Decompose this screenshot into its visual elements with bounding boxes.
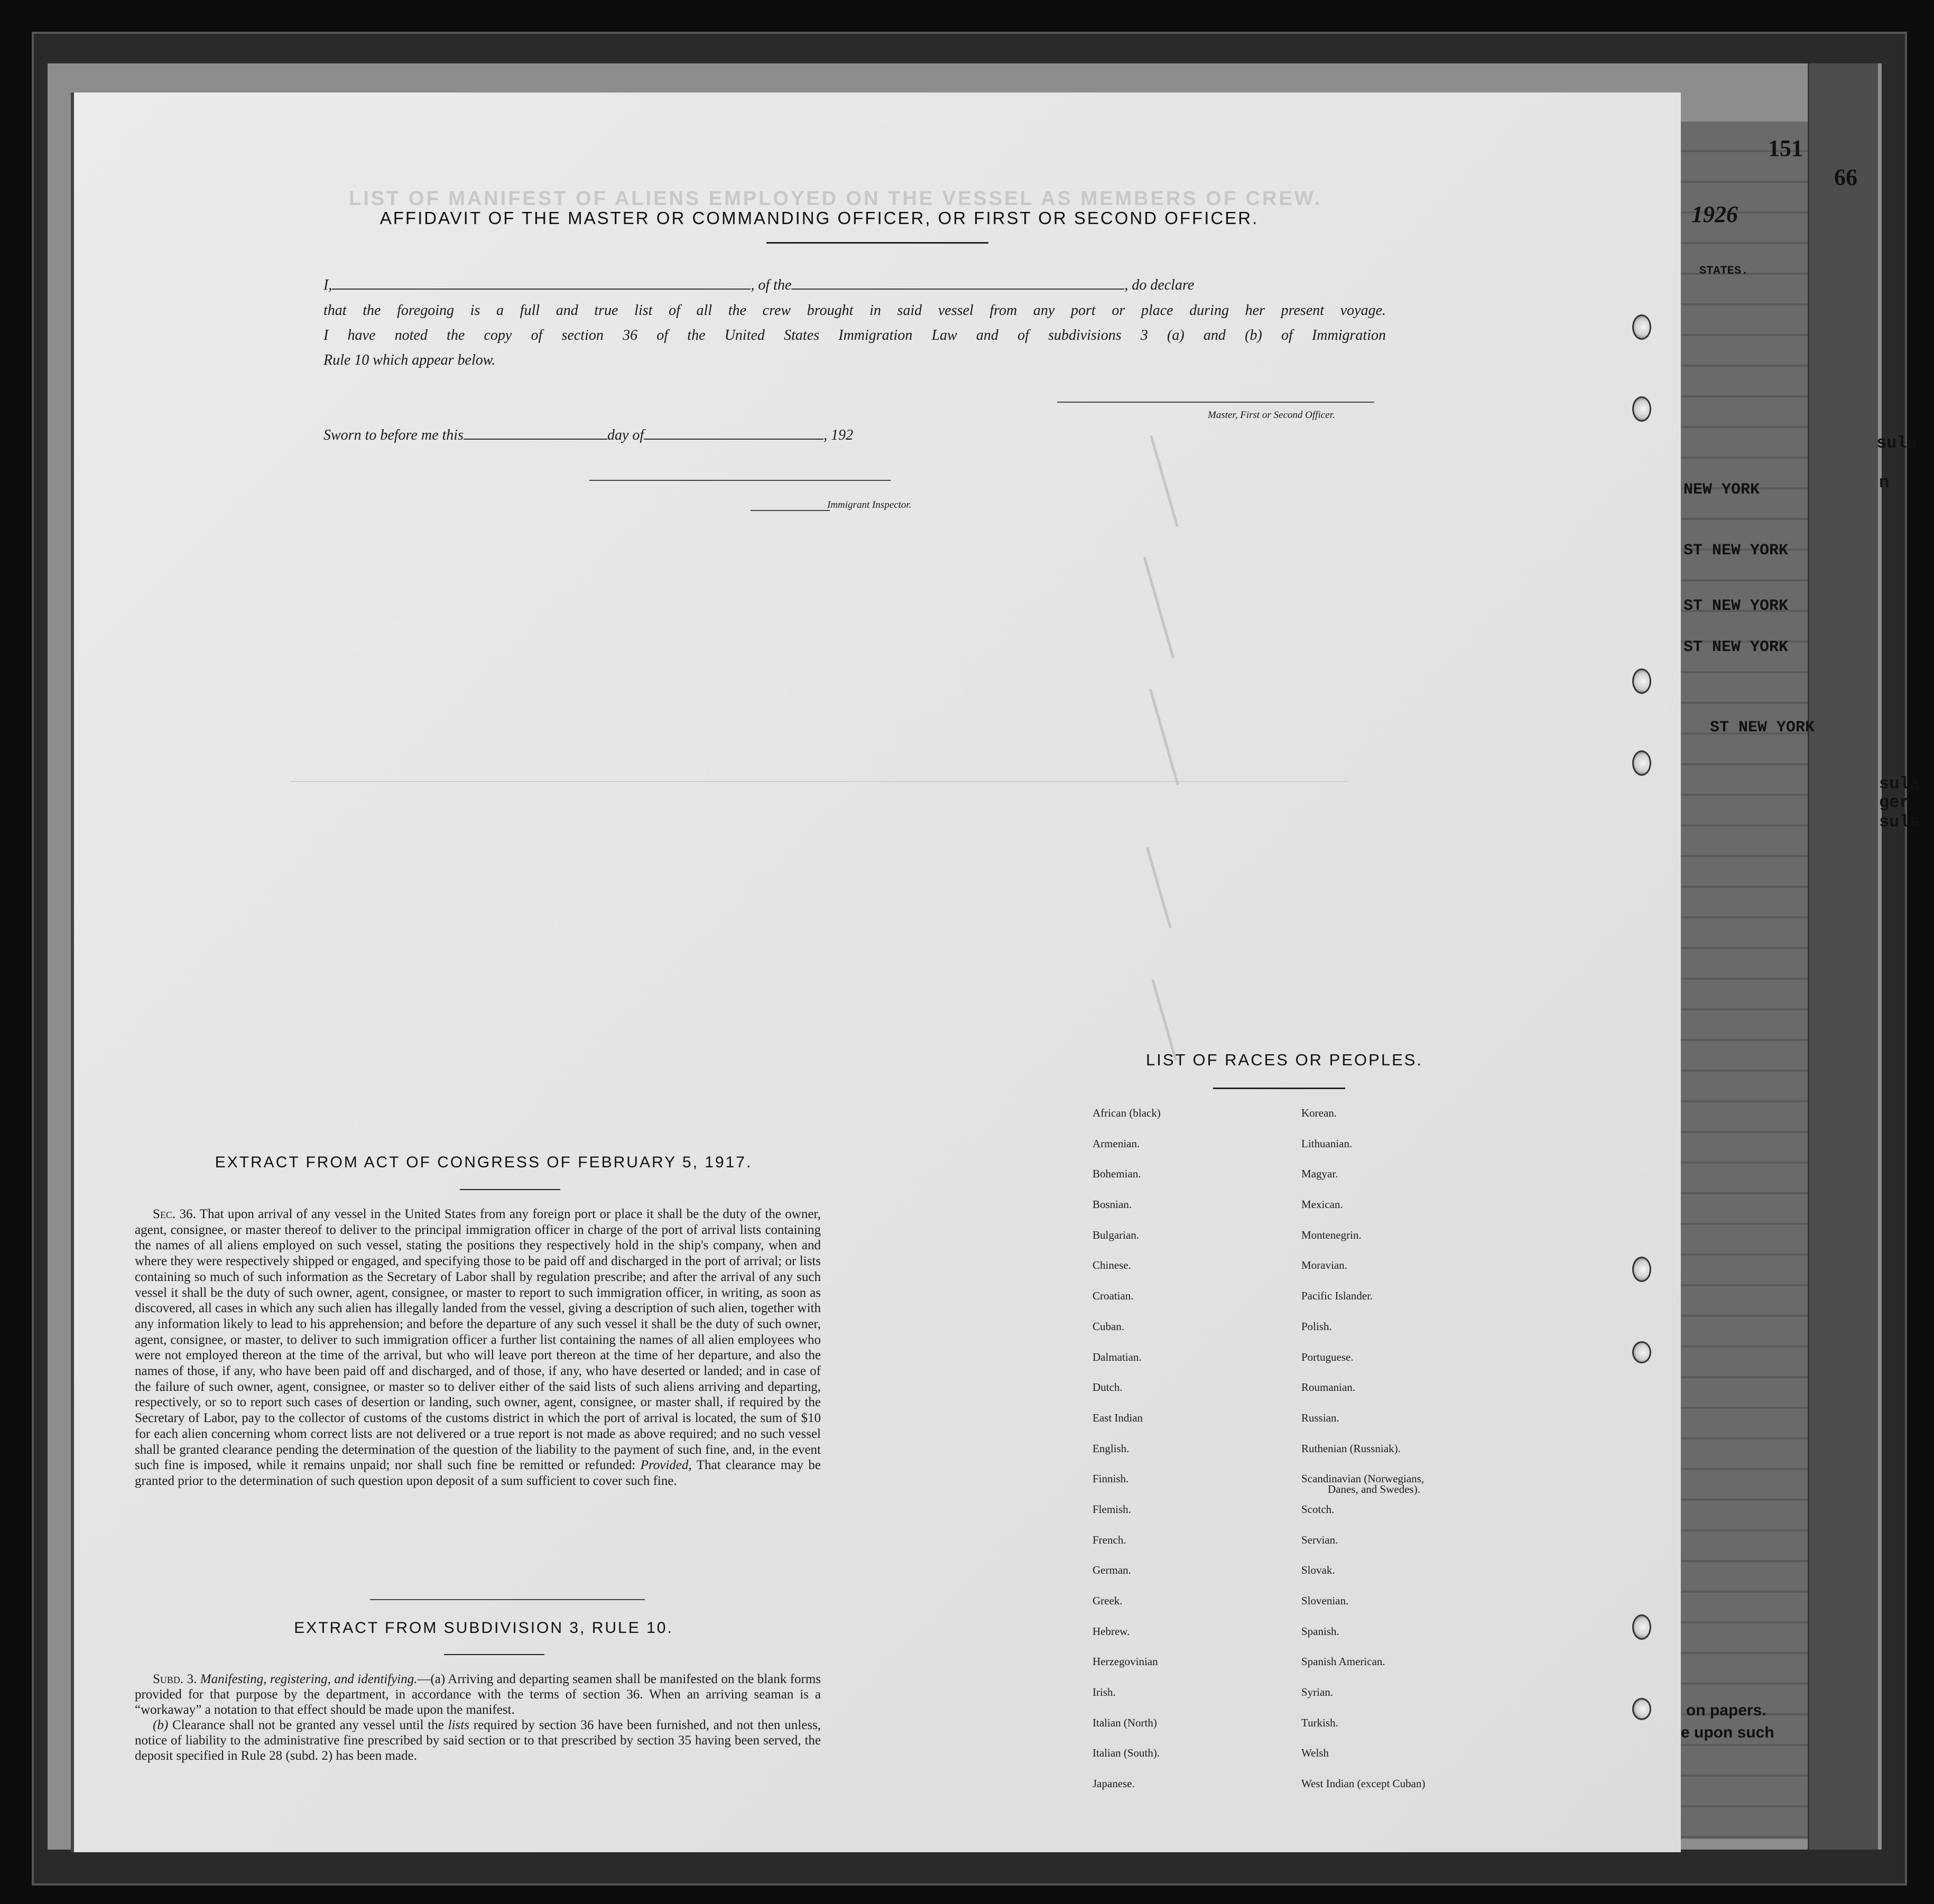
race-right-item: Slovak. bbox=[1301, 1564, 1335, 1577]
race-left-item: Dutch. bbox=[1093, 1381, 1123, 1394]
race-right-item: Spanish. bbox=[1301, 1624, 1339, 1638]
races-heading: LIST OF RACES OR PEOPLES. bbox=[1145, 1051, 1423, 1069]
heading-rule bbox=[766, 242, 988, 244]
races-left-column bbox=[1093, 1107, 1161, 1808]
address-line-2: ST NEW YORK bbox=[1683, 542, 1789, 560]
race-left-item: East Indian bbox=[1093, 1411, 1143, 1424]
race-right-item: Spanish American. bbox=[1301, 1655, 1385, 1668]
sworn-day-blank[interactable] bbox=[464, 438, 607, 440]
race-right-item: Scotch. bbox=[1301, 1502, 1335, 1516]
race-right-item: Roumanian. bbox=[1301, 1381, 1356, 1394]
punch-hole bbox=[1632, 396, 1651, 422]
fragment-1: sula bbox=[1876, 433, 1917, 453]
race-left-item: German. bbox=[1093, 1564, 1131, 1577]
inspector-caption: Immigrant Inspector. bbox=[827, 499, 912, 510]
races-right-column bbox=[1301, 1107, 1425, 1808]
vessel-blank[interactable] bbox=[791, 288, 1124, 290]
rule-extract-text: Subd. 3. Manifesting, registering, and identifying.—(a) Arriving and departing seamen shall be manifested on the blank forms provided for that purpose by the department, in accordance with the terms of section 36. When an arriving seaman is a “workaway” a notation to that effect should be made upon the manifest. (b) Clearance shall not be granted any vessel until the lists required by section 36 have been furnished, and not then unless, notice of liability to the administrative fine prescribed by said section or to that prescribed by section 35 having been served, the deposit specified in Rule 28 (subd. 2) has been made. bbox=[135, 1672, 821, 1763]
master-caption: Master, First or Second Officer. bbox=[1208, 410, 1335, 421]
punch-hole bbox=[1632, 668, 1651, 694]
race-left-item: French. bbox=[1093, 1533, 1126, 1546]
race-left-item: Herzegovinian bbox=[1093, 1655, 1158, 1668]
act-extract-text: Sec. 36. That upon arrival of any vessel in the United States from any foreign port or place it shall be the duty of the owner, agent, consignee, or master thereof to deliver to the principal immigration officer in charge of the port of arrival lists containing the names of all aliens employed on such vessel, stating the positions they respectively hold in the ship's company, when and where they were respectively shipped or engaged, and specifying those to be paid off and discharged in the port of arrival; or lists containing so much of such information as the Secretary of Labor shall by regulation prescribe; and after the arrival of any such vessel it shall be the duty of such owner, agent, consignee, or master to report to such immigration officer, in writing, as soon as discovered, all cases in which any such alien has illegally landed from the vessel, giving a description of such alien, together with any information likely to lead to his apprehension; and before the departure of any such vessel it shall be the duty of such owner, agent, consignee, or master, to deliver to such immigration officer a further list containing the names of all alien employees who were not employed thereon at the time of the arrival, but who will leave port thereon at the time of her departure, and also the names of those, if any, who have been paid off and discharged, and of those, if any, who have deserted or landed; and in case of the failure of such owner, agent, consignee, or master so to deliver either of the said lists of such aliens arriving and departing, respectively, or so to report such cases of desertion or landing, such owner, agent, consignee, or master shall, if required by the Secretary of Labor, pay to the collector of customs of the customs district in which the port of arrival is located, the sum of $10 for each alien concerning whom correct lists are not delivered or a true report is not made as above required; and no such vessel shall be granted clearance pending the determination of the question of the liability to the payment of such fine, and, in the event such fine is imposed, while it remains unpaid; nor shall such fine be remitted or refunded: Provided, That clearance may be granted prior to the determination of such question upon deposit of a sum sufficient to cover such fine. bbox=[135, 1207, 821, 1488]
affidavit-line-2: that the foregoing is a full and true list of all the crew brought in said vessel from any port or place during her present voyage. bbox=[323, 302, 1386, 319]
race-right-item: Mexican. bbox=[1301, 1198, 1343, 1211]
punch-hole bbox=[1632, 750, 1651, 776]
sworn-month-blank[interactable] bbox=[644, 438, 823, 440]
fragment-3: sula bbox=[1879, 774, 1920, 794]
affidavit-heading: AFFIDAVIT OF THE MASTER OR COMMANDING OFFICER, OR FIRST OR SECOND OFFICER. bbox=[380, 208, 1259, 228]
side-number: 66 bbox=[1834, 164, 1857, 190]
punch-hole bbox=[1632, 1698, 1651, 1720]
act-separator bbox=[370, 1599, 645, 1600]
race-right-item: Syrian. bbox=[1301, 1686, 1334, 1699]
rule-heading-rule bbox=[444, 1654, 544, 1655]
bottom-fragment-1: on papers. bbox=[1686, 1702, 1766, 1719]
races-scandinavian-continuation: Danes, and Swedes). bbox=[1328, 1483, 1420, 1496]
race-left-item: Dalmatian. bbox=[1093, 1350, 1142, 1363]
punch-hole bbox=[1632, 1614, 1651, 1640]
race-right-item: Korean. bbox=[1301, 1107, 1337, 1119]
faint-rule bbox=[291, 781, 1348, 782]
affidavit-line-4: Rule 10 which appear below. bbox=[323, 352, 496, 368]
sworn-line: Sworn to before me this day of , 192 bbox=[323, 427, 854, 443]
punch-hole bbox=[1632, 314, 1651, 340]
affidavit-line-1: I, , of the , do declare bbox=[323, 277, 1195, 293]
race-right-item: Slovenian. bbox=[1301, 1594, 1349, 1607]
race-right-item: Russian. bbox=[1301, 1411, 1339, 1424]
race-left-item: Finnish. bbox=[1093, 1472, 1129, 1485]
race-left-item: English. bbox=[1093, 1442, 1130, 1455]
inspector-signature-line[interactable] bbox=[589, 480, 891, 481]
race-left-item: Flemish. bbox=[1093, 1502, 1131, 1516]
fragment-4: ger bbox=[1879, 793, 1910, 812]
race-left-item: Bulgarian. bbox=[1093, 1228, 1140, 1241]
master-signature-line[interactable] bbox=[1057, 402, 1374, 403]
race-right-item: Polish. bbox=[1301, 1320, 1332, 1333]
race-left-item: Chinese. bbox=[1093, 1259, 1131, 1272]
address-line-4: ST NEW YORK bbox=[1683, 638, 1789, 656]
race-right-item: Pacific Islander. bbox=[1301, 1289, 1373, 1303]
race-right-item: Moravian. bbox=[1301, 1259, 1347, 1272]
inspector-short-line bbox=[751, 510, 830, 511]
show-through-text: LIST OF MANIFEST OF ALIENS EMPLOYED ON THE VESSEL AS MEMBERS OF CREW. bbox=[349, 188, 1322, 210]
underlying-page-edge bbox=[1808, 63, 1878, 1850]
race-right-item: Welsh bbox=[1301, 1747, 1329, 1760]
address-line-5: ST NEW YORK bbox=[1710, 719, 1815, 737]
race-left-item: Cuban. bbox=[1093, 1320, 1125, 1333]
race-left-item: Armenian. bbox=[1093, 1137, 1140, 1150]
race-left-item: Bosnian. bbox=[1093, 1198, 1132, 1211]
address-line-3: ST NEW YORK bbox=[1683, 597, 1789, 615]
address-line-1: NEW YORK bbox=[1683, 481, 1760, 499]
race-right-item: Montenegrin. bbox=[1301, 1228, 1362, 1241]
race-left-item: African (black) bbox=[1093, 1107, 1161, 1119]
race-left-item: Italian (South). bbox=[1093, 1747, 1160, 1760]
rule-heading: EXTRACT FROM SUBDIVISION 3, RULE 10. bbox=[294, 1619, 673, 1637]
race-right-item: Ruthenian (Russniak). bbox=[1301, 1442, 1401, 1455]
races-heading-rule bbox=[1213, 1088, 1345, 1089]
race-right-item: West Indian (except Cuban) bbox=[1301, 1777, 1426, 1790]
act-heading: EXTRACT FROM ACT OF CONGRESS OF FEBRUARY 5, 1917. bbox=[215, 1154, 753, 1171]
race-left-item: Italian (North) bbox=[1093, 1716, 1157, 1729]
race-right-item: Servian. bbox=[1301, 1533, 1338, 1546]
fragment-2: n bbox=[1879, 473, 1890, 493]
race-left-item: Greek. bbox=[1093, 1594, 1123, 1607]
race-right-item: Turkish. bbox=[1301, 1716, 1338, 1729]
race-left-item: Bohemian. bbox=[1093, 1167, 1141, 1181]
race-right-item: Lithuanian. bbox=[1301, 1137, 1353, 1150]
race-left-item: Irish. bbox=[1093, 1686, 1116, 1699]
act-heading-rule bbox=[460, 1189, 560, 1190]
page-number: 151 bbox=[1768, 135, 1803, 161]
race-left-item: Japanese. bbox=[1093, 1777, 1135, 1790]
punch-hole bbox=[1632, 1341, 1651, 1363]
race-right-item: Portuguese. bbox=[1301, 1350, 1354, 1363]
fragment-5: sula bbox=[1879, 812, 1920, 832]
race-right-item: Scandinavian (Norwegians, bbox=[1301, 1472, 1424, 1485]
year-stamp: 1926 bbox=[1691, 201, 1738, 227]
race-left-item: Croatian. bbox=[1093, 1289, 1134, 1303]
affidavit-line-3: I have noted the copy of section 36 of the United States Immigration Law and of subdivisions 3 (a) and (b) of Immigration bbox=[323, 327, 1386, 343]
race-right-item: Magyar. bbox=[1301, 1167, 1338, 1181]
states-label: STATES. bbox=[1699, 264, 1748, 277]
punch-hole bbox=[1632, 1257, 1651, 1282]
race-left-item: Hebrew. bbox=[1093, 1624, 1130, 1638]
name-blank[interactable] bbox=[332, 288, 751, 290]
bottom-fragment-2: e upon such bbox=[1681, 1724, 1774, 1741]
